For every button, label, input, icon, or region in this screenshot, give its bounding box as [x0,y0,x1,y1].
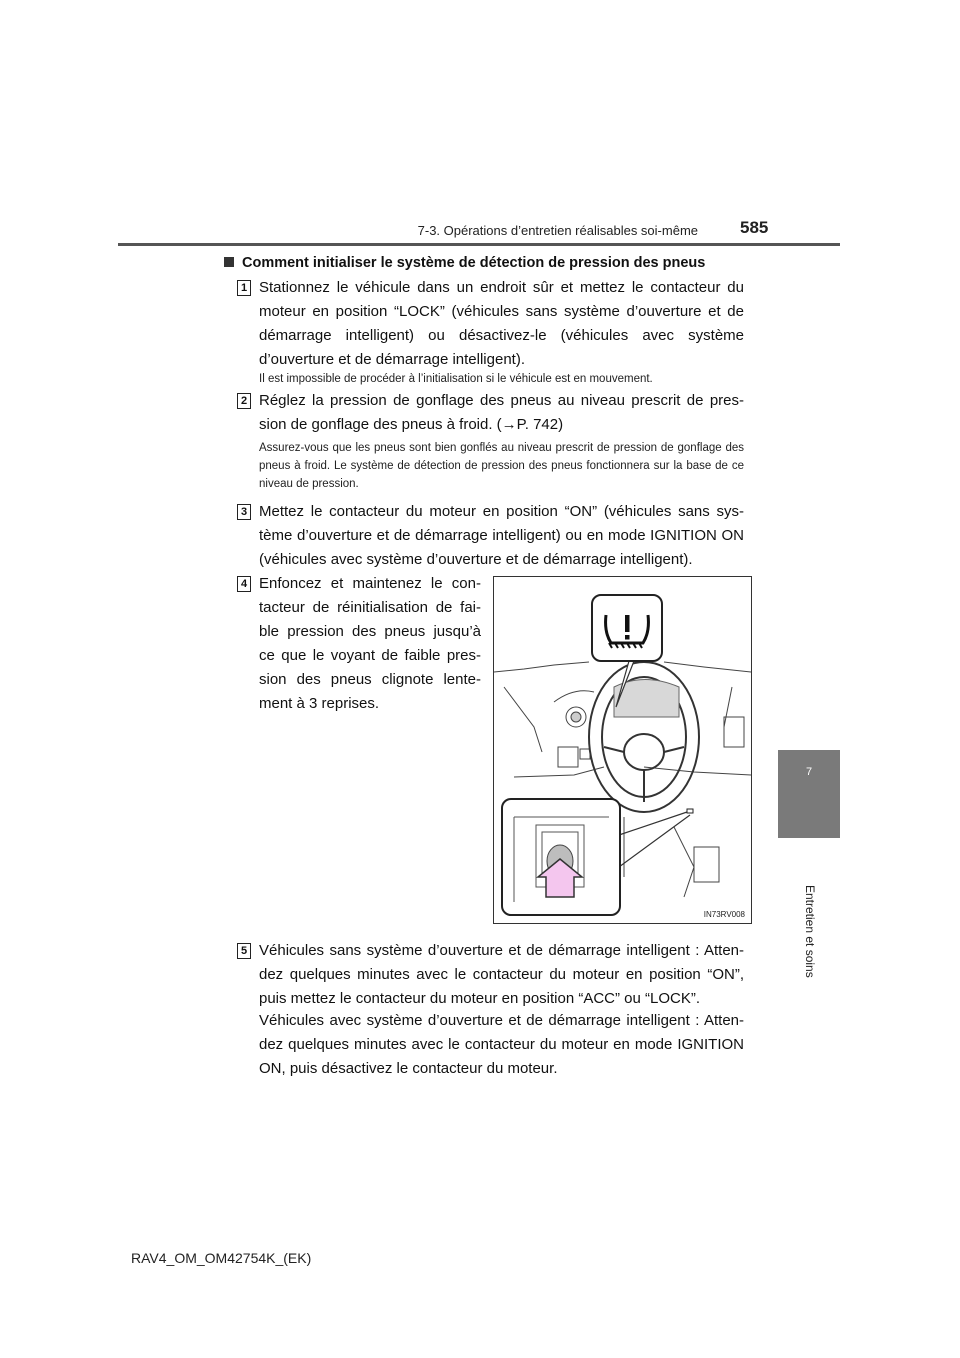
step-4-number: 4 [237,576,251,592]
step-2-number: 2 [237,393,251,409]
heading-text: Comment initialiser le système de détection de pression des pneus [242,255,706,271]
step-1-number: 1 [237,280,251,296]
step-1-note: Il est impossible de procéder à l’initialisation si le véhicule est en mouvement. [259,373,653,385]
heading-square-icon [224,257,234,267]
step-2-text: Réglez la pression de gonflage des pneus au niveau prescrit de pres-sion de gonflage des pneus à froid. (→P. 742) [259,392,744,433]
section-heading [224,255,764,271]
step-5-number: 5 [237,943,251,959]
chapter-number: 7 [805,766,813,778]
step-3-text: Mettez le contacteur du moteur en position “ON” (véhicules sans sys-tème d’ouverture et de démarrage intelligent) ou en mode IGNITION ON (véhicules avec système d’ouverture et de démarrage intelligent). [259,503,744,568]
step-2-note: Assurez-vous que les pneus sont bien gonflés au niveau prescrit de pression de gonflage des pneus à froid. Le système de détection de pression des pneus fonctionnera sur la base de ce niveau de pression. [259,442,744,490]
model-code: RAV4_OM_OM42754K_(EK) [131,1250,312,1266]
step-5-text: Véhicules sans système d’ouverture et de démarrage intelligent : Atten-dez quelques minutes avec le contacteur du moteur en position “ON”, puis mettez le contacteur du moteur en position “ACC” ou “LOCK”. [259,942,744,1007]
step-3-number: 3 [237,504,251,520]
page-number: 585 [740,218,769,237]
chapter-tab [778,750,840,838]
step-4-text: Enfoncez et maintenez le con-tacteur de réinitialisation de fai-ble pression des pneus jusqu’à ce que le voyant de faible pres-sion des pneus clignote lente-ment à 3 reprises. [259,575,481,712]
step-1-text: Stationnez le véhicule dans un endroit sûr et mettez le contacteur du moteur en position “LOCK” (véhicules sans système d’ouverture et de démarrage intelligent) ou désactivez-le (véhicules avec système d’ouverture et de démarrage intelligent). [259,279,744,368]
dashboard-illustration [493,576,752,924]
header-rule [118,243,840,246]
step-5-text-2: Véhicules avec système d’ouverture et de démarrage intelligent : Atten-dez quelques minutes avec le contacteur du moteur en mode IGNITION ON, puis désactivez le contacteur du moteur. [259,1012,744,1077]
chapter-label: Entretien et soins [803,885,817,978]
illustration-code: IN73RV008 [703,910,745,919]
section-title: 7-3. Opérations d’entretien réalisables soi-même [417,223,698,238]
